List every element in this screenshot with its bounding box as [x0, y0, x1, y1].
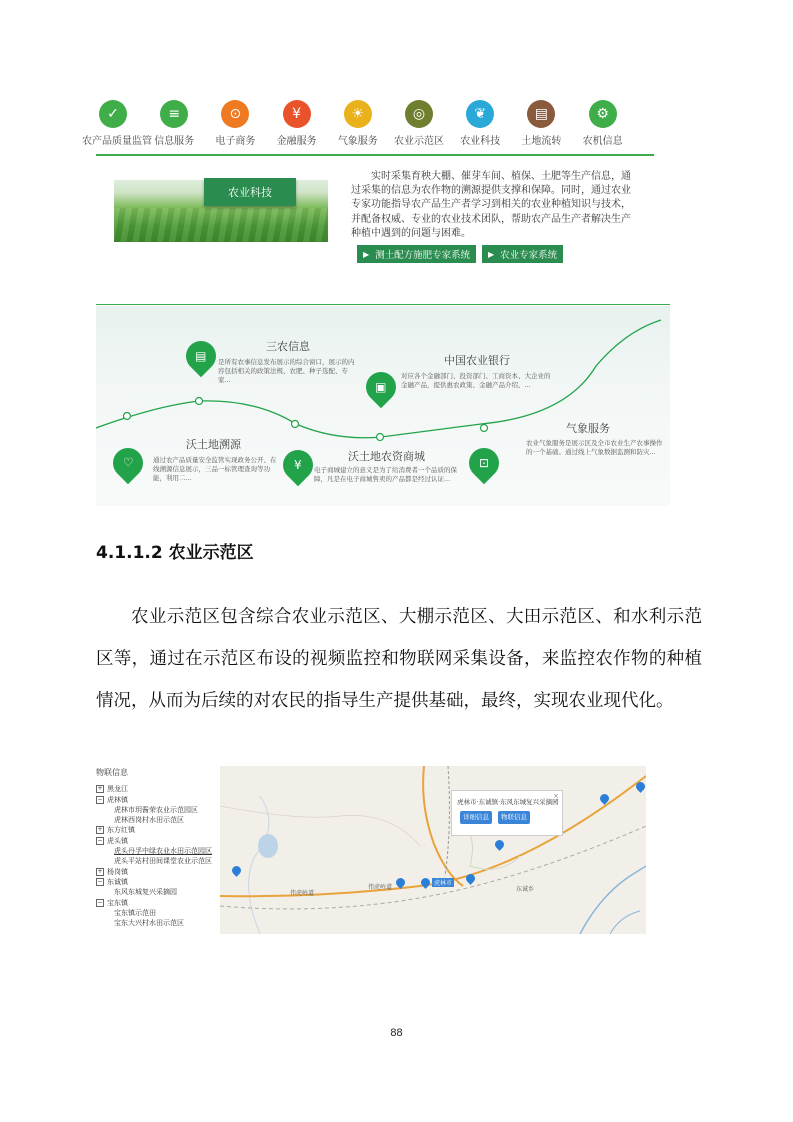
- nav-item-8[interactable]: [510, 100, 572, 147]
- soil-fertilizer-expert-button[interactable]: ▶ 测土配方施肥专家系统: [357, 245, 476, 263]
- map-background: [220, 766, 646, 934]
- cart-icon: ⊙: [221, 100, 249, 128]
- demo-zone-icon: ◎: [405, 100, 433, 128]
- nav-item-label: 气象服务: [337, 136, 378, 147]
- timeline-title: 三农信息: [266, 340, 310, 353]
- expand-icon[interactable]: +: [97, 867, 103, 875]
- tree-node-label: 东方红镇: [107, 826, 135, 835]
- presentation-icon: ⊡: [463, 442, 505, 484]
- tree-node[interactable]: [96, 795, 216, 805]
- category-nav: [82, 100, 656, 158]
- detail-info-button[interactable]: 详细信息: [460, 811, 492, 824]
- tree-node[interactable]: [96, 784, 216, 794]
- map-info-popup: [451, 790, 563, 836]
- leaf-icon: ❦: [466, 100, 494, 128]
- timeline-text: 对应各个金融部门、投资部门、工商资本、大企业的金融产品，提供惠农政策、金融产品介绍、...: [401, 372, 551, 389]
- tree-node-label: 东风东城复兴采摘园: [114, 888, 177, 897]
- tree-node-label: 虎林西岗村水田示范区: [114, 816, 184, 825]
- nav-item-4[interactable]: [266, 100, 328, 147]
- iot-info-button[interactable]: 物联信息: [498, 811, 530, 824]
- nav-item-label: 土地流转: [521, 136, 562, 147]
- nav-divider: [96, 154, 654, 156]
- nav-item-label: 电子商务: [215, 136, 256, 147]
- nav-item-3[interactable]: [204, 100, 266, 147]
- tree-node[interactable]: [96, 918, 216, 928]
- nav-item-label: 农产品质量监管: [82, 136, 152, 147]
- tree-node-label: 虎头平站村田间课堂农业示范区: [114, 857, 212, 866]
- expand-icon[interactable]: +: [97, 785, 103, 793]
- triangle-right-icon: ▶: [363, 249, 370, 259]
- collapse-icon[interactable]: −: [97, 877, 103, 885]
- money-icon: ¥: [283, 100, 311, 128]
- tree-node[interactable]: [96, 815, 216, 825]
- banner-tag: 农业科技: [204, 178, 296, 206]
- section-heading: 4.1.1.2 农业示范区: [96, 543, 254, 563]
- tree-node-label: 虎林镇: [107, 795, 128, 804]
- tree-node[interactable]: [96, 867, 216, 877]
- collapse-icon[interactable]: −: [97, 836, 103, 844]
- nav-item-label: 农业示范区: [394, 136, 444, 147]
- map-label: 虎林市: [434, 880, 453, 887]
- tree-node[interactable]: [96, 898, 216, 908]
- agri-expert-button[interactable]: ▶ 农业专家系统: [482, 245, 563, 263]
- timeline-title: 沃土地溯源: [186, 438, 241, 451]
- nav-item-1[interactable]: [82, 100, 152, 147]
- news-icon: ▤: [180, 335, 222, 377]
- timeline-title: 沃土地农资商城: [348, 450, 425, 463]
- tree-node[interactable]: [96, 825, 216, 835]
- iot-tree-panel: [96, 768, 216, 928]
- timeline-text: 通过农产品质量安全监管实现政务公开、在线溯源信息展示，三品一标管理查询等功能，利用二...: [153, 456, 277, 482]
- nav-item-label: 金融服务: [276, 136, 317, 147]
- list-icon: ≡: [160, 100, 188, 128]
- nav-item-7[interactable]: [449, 100, 511, 147]
- timeline-text: 是所有农事信息发布展示的综合窗口，展示的内容包括相关的政策法规、农肥、种子选配、专家...: [218, 358, 355, 384]
- nav-item-label: 农业科技: [460, 136, 501, 147]
- tree-node-label: 宝东镇: [107, 898, 128, 907]
- service-timeline: [96, 306, 670, 506]
- map-label: 伟虎岭道: [368, 884, 393, 891]
- tree-node[interactable]: [96, 877, 216, 887]
- nav-item-2[interactable]: [143, 100, 205, 147]
- banner-description: 实时采集育秧大棚、催芽车间、植保、土肥等生产信息，通过采集的信息为农作物的溯源提供支撑和保障。同时，通过农业专家功能指导农产品生产者学习到相关的农业种植知识与技术，并配备权威、专业的农业技术团队，帮助农产品生产者解决生产种植中遇到的问题与困难。: [351, 171, 631, 239]
- document-icon: ▤: [527, 100, 555, 128]
- collapse-icon[interactable]: −: [97, 795, 103, 803]
- close-icon[interactable]: ×: [553, 792, 559, 800]
- tree-node-label: 宝东镇示范田: [114, 908, 156, 917]
- section-paragraph: 农业示范区包含综合农业示范区、大棚示范区、大田示范区、和水利示范区等，通过在示范区布设的视频监控和物联网采集设备，来监控农作物的种植情况，从而为后续的对农民的指导生产提供基础，最终，实现农业现代化。: [96, 607, 702, 711]
- tree-node[interactable]: [96, 836, 216, 846]
- timeline-text: 电子商城建立的意义是为了给消费者一个品质的保障，凡是在电子商城售卖的产品都是经过认证...: [314, 466, 457, 483]
- tree-title: 物联信息: [96, 768, 128, 777]
- map-label: 东诚乡: [516, 886, 535, 893]
- nav-item-label: 农机信息: [582, 136, 623, 147]
- tree-node[interactable]: [96, 805, 216, 815]
- tree-node[interactable]: [96, 856, 216, 866]
- tree-node[interactable]: [96, 887, 216, 897]
- tree-node-label: 黑龙江: [107, 785, 128, 794]
- tractor-icon: ⚙: [589, 100, 617, 128]
- shop-icon: ¥: [277, 444, 319, 486]
- tree-node-label: 虎林市玥酱荣农业示范园区: [114, 805, 198, 814]
- nav-item-9[interactable]: [572, 100, 634, 147]
- nav-item-5[interactable]: [327, 100, 389, 147]
- nav-item-6[interactable]: [388, 100, 450, 147]
- triangle-right-icon: ▶: [488, 249, 495, 259]
- section-divider: [96, 304, 670, 305]
- tree-node-label: 虎头镇: [107, 836, 128, 845]
- map-view[interactable]: [220, 766, 646, 934]
- shield-check-icon: ✓: [99, 100, 127, 128]
- nav-item-label: 信息服务: [154, 136, 195, 147]
- tree-node-label: 杨岗镇: [107, 867, 128, 876]
- popup-title: 虎林市·东诚镇·东风东城复兴采摘园: [457, 798, 559, 806]
- tree-node-label: 虎头丹孚中绿农业水田示范园区: [114, 847, 212, 856]
- page-number: 88: [390, 1027, 403, 1039]
- tree-node-label: 东诚镇: [107, 877, 128, 886]
- collapse-icon[interactable]: −: [97, 898, 103, 906]
- tree-node[interactable]: [96, 846, 216, 856]
- tree-node[interactable]: [96, 908, 216, 918]
- heart-icon: ♡: [107, 442, 149, 484]
- expand-icon[interactable]: +: [97, 826, 103, 834]
- tree-node-label: 宝东大兴村水田示范区: [114, 919, 184, 928]
- map-label: 伟虎岭道: [290, 890, 315, 897]
- timeline-title: 中国农业银行: [444, 354, 510, 367]
- weather-icon: ☀: [344, 100, 372, 128]
- folder-icon: ▣: [360, 366, 402, 408]
- timeline-text: 农业气象服务是展示区及全市农业生产农事操作的一个基础。通过线上气象数据监测和防灾...: [526, 439, 663, 456]
- timeline-title: 气象服务: [566, 422, 610, 435]
